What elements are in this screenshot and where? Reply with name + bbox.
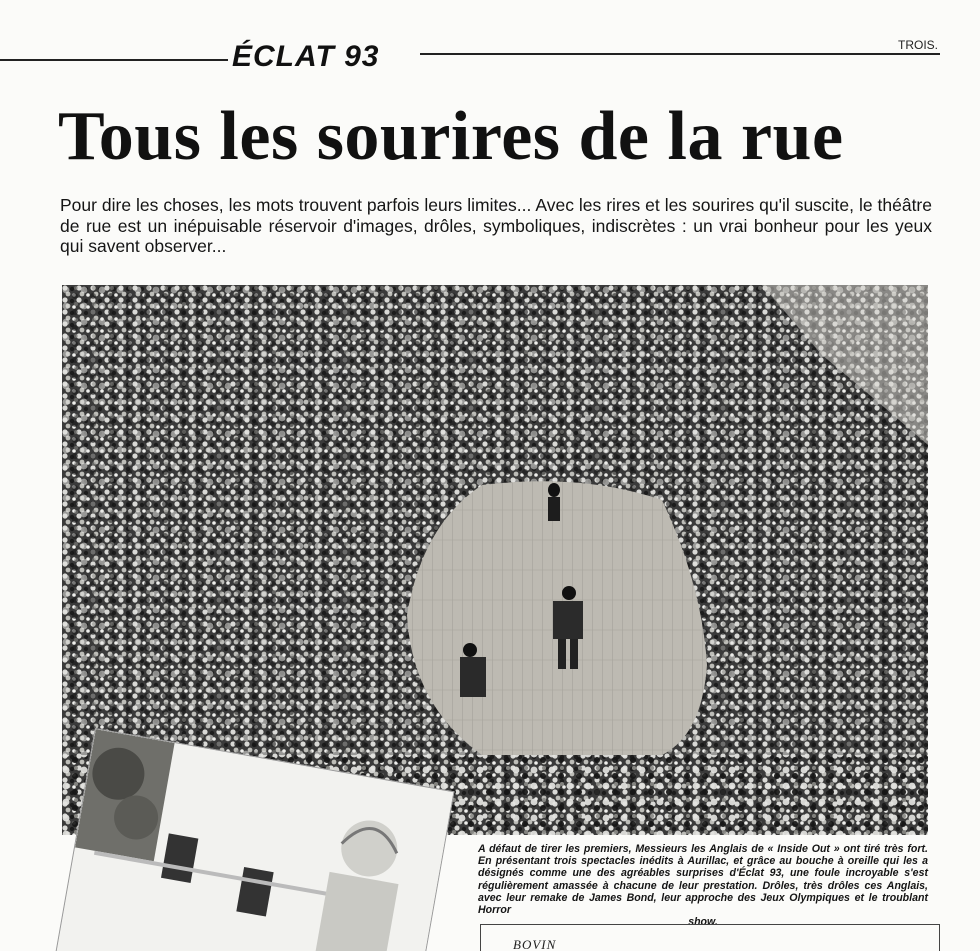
page-label: TROIS. bbox=[898, 38, 939, 52]
byline-box bbox=[480, 924, 940, 951]
caption-text: A défaut de tirer les premiers, Messieurs les Anglais de « Inside Out » ont tiré très fort. En présentant trois spectacles inédits à Aurillac, et grâce au bouche à oreille qui les a désignés comme une des agréables surprises d'Éclat 93, une foule incroyable s'est régulièrement amassée à chacune de leur prestation. Drôles, très drôles ces Anglais, avec leur remake de James Bond, leur approche des Jeux Olympiques et le troublant Horror bbox=[478, 843, 928, 917]
section-title: ÉCLAT 93 bbox=[232, 40, 380, 73]
header-rule-right bbox=[420, 53, 940, 55]
caption-last-line: show. bbox=[688, 916, 718, 929]
photo-caption bbox=[478, 843, 928, 928]
lede-paragraph: Pour dire les choses, les mots trouvent parfois leurs limites... Avec les rires et les sourires qu'il suscite, le théâtre de rue est un inépuisable réservoir d'images, drôles, symboliques, indiscrètes : un vrai bonheur pour les yeux qui savent observer... bbox=[60, 195, 932, 256]
header-rule-left bbox=[0, 59, 228, 61]
byline: BOVIN bbox=[513, 937, 557, 951]
headline: Tous les sourires de la rue bbox=[58, 98, 844, 175]
